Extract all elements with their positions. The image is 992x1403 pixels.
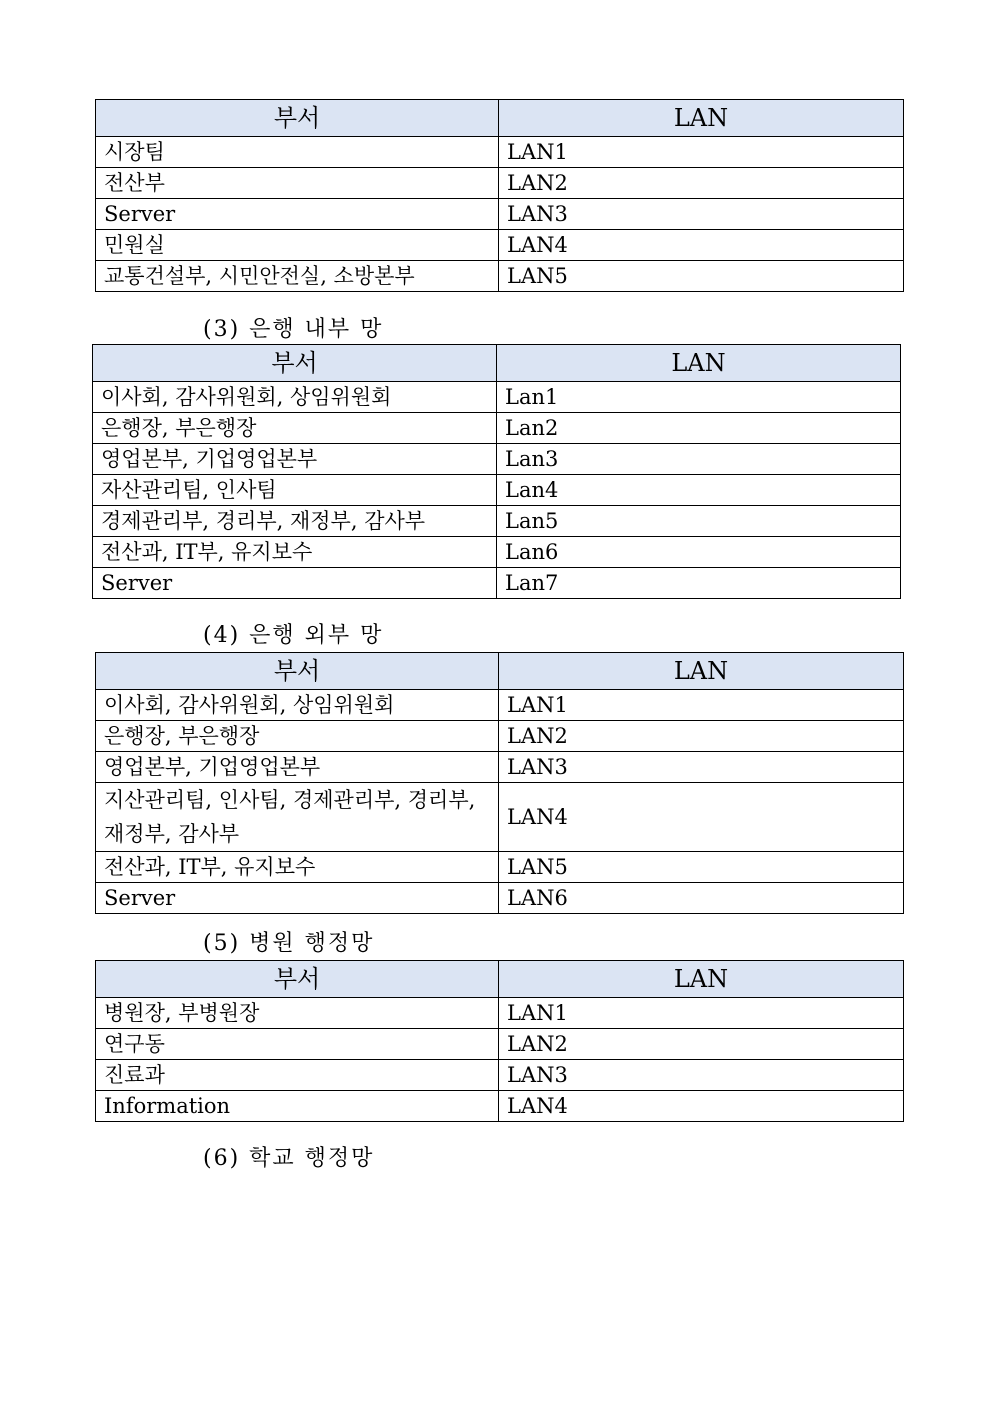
- table-row: [93, 506, 901, 537]
- lan-cell: LAN4: [499, 230, 904, 261]
- header-dept: 부서: [93, 345, 497, 382]
- dept-cell: 은행장, 부은행장: [96, 721, 499, 752]
- table-row: [96, 1091, 904, 1122]
- lan-cell: LAN1: [499, 690, 904, 721]
- table-header-row: [96, 961, 904, 998]
- lan-cell: Lan2: [497, 413, 901, 444]
- header-dept: 부서: [96, 961, 499, 998]
- table-row: [96, 883, 904, 914]
- dept-cell: 전산과, IT부, 유지보수: [96, 852, 499, 883]
- table-row: [96, 783, 904, 852]
- dept-cell: Server: [93, 568, 497, 599]
- table-row: [93, 444, 901, 475]
- table-header-row: [96, 100, 904, 137]
- header-lan: LAN: [497, 345, 901, 382]
- lan-cell: LAN1: [499, 998, 904, 1029]
- dept-cell: 은행장, 부은행장: [93, 413, 497, 444]
- section-heading-hospital-admin: (5) 병원 행정망: [203, 931, 375, 956]
- dept-cell: 병원장, 부병원장: [96, 998, 499, 1029]
- lan-cell: LAN2: [499, 168, 904, 199]
- dept-cell: 영업본부, 기업영업본부: [93, 444, 497, 475]
- header-dept: 부서: [96, 100, 499, 137]
- dept-cell: 시장팀: [96, 137, 499, 168]
- table-row: [96, 261, 904, 292]
- table-row: [96, 1029, 904, 1060]
- table-row: [96, 230, 904, 261]
- dept-cell: Server: [96, 883, 499, 914]
- dept-cell: 이사회, 감사위원회, 상임위원회: [93, 382, 497, 413]
- dept-cell: 진료과: [96, 1060, 499, 1091]
- table-row: [96, 168, 904, 199]
- dept-cell: 자산관리팀, 인사팀: [93, 475, 497, 506]
- table-row: [96, 998, 904, 1029]
- dept-cell: 전산부: [96, 168, 499, 199]
- dept-cell: 지산관리팀, 인사팀, 경제관리부, 경리부, 재정부, 감사부: [96, 783, 499, 852]
- table-row: [93, 413, 901, 444]
- dept-cell: 교통건설부, 시민안전실, 소방본부: [96, 261, 499, 292]
- table-row: [96, 752, 904, 783]
- lan-cell: LAN5: [499, 261, 904, 292]
- lan-cell: LAN2: [499, 721, 904, 752]
- dept-cell: 이사회, 감사위원회, 상임위원회: [96, 690, 499, 721]
- dept-cell: 영업본부, 기업영업본부: [96, 752, 499, 783]
- table-bank-internal: [92, 344, 901, 599]
- lan-cell: Lan7: [497, 568, 901, 599]
- table-row: [96, 690, 904, 721]
- table-row: [93, 537, 901, 568]
- lan-cell: Lan5: [497, 506, 901, 537]
- section-heading-bank-external: (4) 은행 외부 망: [203, 623, 384, 648]
- dept-cell: Server: [96, 199, 499, 230]
- lan-cell: Lan3: [497, 444, 901, 475]
- lan-cell: LAN2: [499, 1029, 904, 1060]
- dept-cell: 경제관리부, 경리부, 재정부, 감사부: [93, 506, 497, 537]
- table-row: [96, 199, 904, 230]
- table-hospital-admin: [95, 960, 904, 1122]
- lan-cell: LAN6: [499, 883, 904, 914]
- lan-cell: LAN3: [499, 752, 904, 783]
- dept-cell: 연구동: [96, 1029, 499, 1060]
- table-row: [93, 475, 901, 506]
- table-row: [96, 721, 904, 752]
- section-heading-school-admin: (6) 학교 행정망: [203, 1146, 375, 1171]
- table-row: [96, 1060, 904, 1091]
- lan-cell: LAN3: [499, 1060, 904, 1091]
- lan-cell: LAN1: [499, 137, 904, 168]
- dept-cell: Information: [96, 1091, 499, 1122]
- section-heading-bank-internal: (3) 은행 내부 망: [203, 317, 384, 342]
- table-row: [96, 137, 904, 168]
- lan-cell: LAN4: [499, 783, 904, 852]
- header-dept: 부서: [96, 653, 499, 690]
- header-lan: LAN: [499, 961, 904, 998]
- lan-cell: LAN3: [499, 199, 904, 230]
- lan-cell: Lan1: [497, 382, 901, 413]
- lan-cell: LAN4: [499, 1091, 904, 1122]
- lan-cell: Lan4: [497, 475, 901, 506]
- table-header-row: [93, 345, 901, 382]
- table-row: [96, 852, 904, 883]
- table-row: [93, 382, 901, 413]
- lan-cell: Lan6: [497, 537, 901, 568]
- header-lan: LAN: [499, 653, 904, 690]
- table-bank-external: [95, 652, 904, 914]
- table-row: [93, 568, 901, 599]
- header-lan: LAN: [499, 100, 904, 137]
- dept-cell: 전산과, IT부, 유지보수: [93, 537, 497, 568]
- table-header-row: [96, 653, 904, 690]
- dept-cell: 민원실: [96, 230, 499, 261]
- lan-cell: LAN5: [499, 852, 904, 883]
- table-top-lan: [95, 99, 904, 292]
